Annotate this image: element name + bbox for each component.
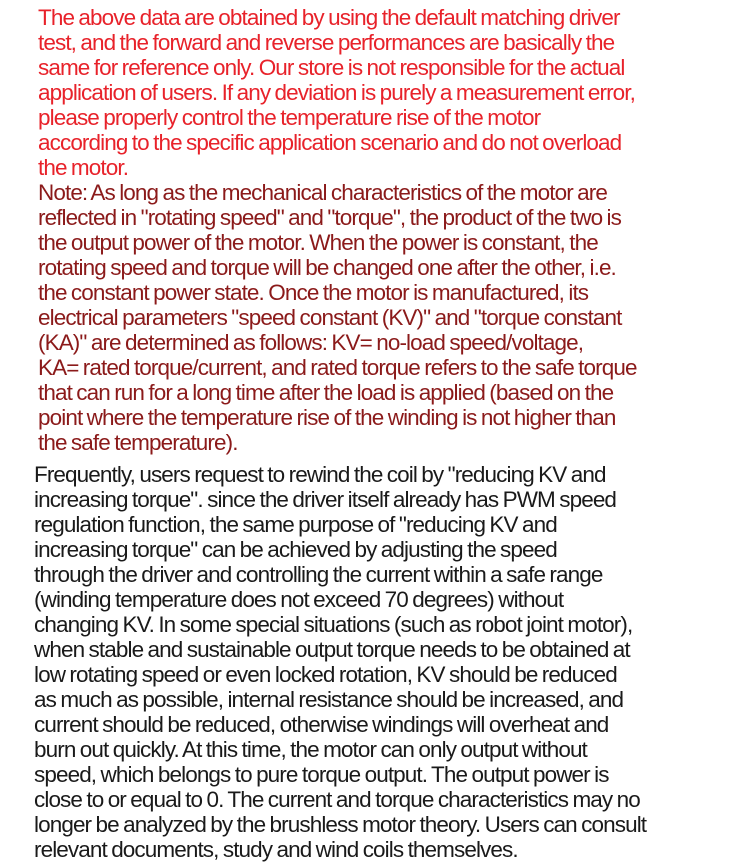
disclaimer-paragraph: The above data are obtained by using the default matching driver test, and the forward and reverse performances are basically the same for reference only. Our store is not responsible for the actual application of users. If any deviation is purely a measurement error, please properly control the temperature rise of the motor according to the specific application scenario and do not overload the motor. <box>38 5 635 180</box>
rewind-advice-paragraph: Frequently, users request to rewind the coil by "reducing KV and increasing torque". since the driver itself already has PWM speed regulation function, the same purpose of "reducing KV and increasing torque" can be achieved by adjusting the speed through the driver and controlling the current within a safe range (winding temperature does not exceed 70 degrees) without changing KV. In some special situations (such as robot joint motor), when stable and sustainable output torque needs to be obtained at low rotating speed or even locked rotation, KV should be reduced as much as possible, internal resistance should be increased, and current should be reduced, otherwise windings will overheat and burn out quickly. At this time, the motor can only output without speed, which belongs to pure torque output. The output power is close to or equal to 0. The current and torque characteristics may no longer be analyzed by the brushless motor theory. Users can consult relevant documents, study and wind coils themselves. <box>34 462 647 862</box>
note-paragraph: Note: As long as the mechanical characteristics of the motor are reflected in "rotating speed" and "torque", the product of the two is the output power of the motor. When the power is constant, the rotating speed and torque will be changed one after the other, i.e. the constant power state. Once the motor is manufactured, its electrical parameters "speed constant (KV)" and "torque constant (KA)" are determined as follows: KV= no-load speed/voltage, KA= rated torque/current, and rated torque refers to the safe torque that can run for a long time after the load is applied (based on the point where the temperature rise of the winding is not higher than the safe temperature). <box>38 180 637 455</box>
